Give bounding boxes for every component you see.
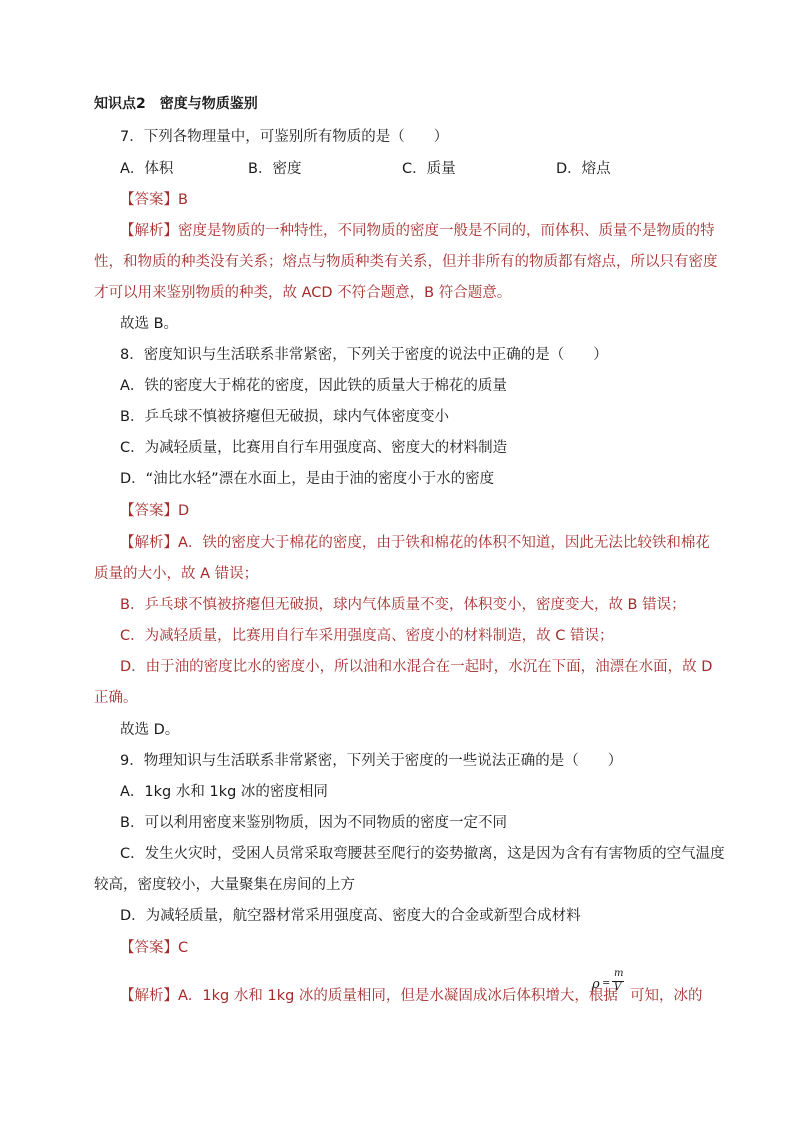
q8-analysis-line-2: 质量的大小，故 A 错误；: [94, 566, 259, 582]
q7-analysis-text-1: 密度是物质的一种特性，不同物质的密度一般是不同的，而体积、质量不是物质的特: [178, 223, 715, 239]
q9-option-d: D．为减轻质量，航空器材常采用强度高、密度大的合金或新型合成材料: [120, 908, 581, 924]
q7-option-c: C．质量: [402, 161, 456, 177]
q9-answer-tag: 【答案】: [120, 940, 178, 956]
q7-option-a: A．体积: [120, 161, 174, 177]
q7-analysis-line-2: 性，和物质的种类没有关系；熔点与物质种类有关系，但并非所有的物质都有熔点，所以只有密度: [94, 254, 718, 270]
density-formula: [592, 968, 628, 1004]
q9-option-c-line-1: C．发生火灾时，受困人员常采取弯腰甚至爬行的姿势撤离，这是因为含有有害物质的空气温度: [120, 846, 725, 862]
q8-analysis-line-4: C．为减轻质量，比赛用自行车采用强度高、密度小的材料制造，故 C 错误；: [120, 628, 614, 644]
q7-conclusion: 故选 B。: [120, 316, 179, 332]
q9-answer-value: C: [178, 940, 189, 956]
q8-option-c: C．为减轻质量，比赛用自行车用强度高、密度大的材料制造: [120, 440, 508, 456]
q8-answer: [120, 501, 189, 521]
q9-analysis-line-1: [120, 986, 618, 1006]
q8-option-d: D．“油比水轻”漂在水面上，是由于油的密度小于水的密度: [120, 471, 495, 487]
formula-equals: =: [602, 978, 611, 989]
formula-rho: ρ: [592, 977, 600, 992]
q7-option-d: D．熔点: [556, 161, 611, 177]
q9-option-c-line-2: 较高，密度较小，大量聚集在房间的上方: [94, 877, 355, 893]
q9-analysis-line-1-tail: 可知，冰的: [630, 988, 703, 1004]
question-8-stem: 8．密度知识与生活联系非常紧密，下列关于密度的说法中正确的是（ ）: [120, 347, 608, 363]
q8-option-a: A．铁的密度大于棉花的密度，因此铁的质量大于棉花的质量: [120, 378, 507, 394]
formula-denominator: V: [614, 982, 622, 993]
question-9-stem: 9．物理知识与生活联系非常紧密，下列关于密度的一些说法正确的是（ ）: [120, 753, 623, 769]
q8-analysis-tag: 【解析】: [120, 535, 178, 551]
question-7-stem: 7．下列各物理量中，可鉴别所有物质的是（ ）: [120, 129, 449, 145]
q8-answer-tag: 【答案】: [120, 503, 178, 519]
q9-option-a: A．1kg 水和 1kg 冰的密度相同: [120, 784, 328, 800]
q8-conclusion: 故选 D。: [120, 722, 180, 738]
q7-analysis-line-3: 才可以用来鉴别物质的种类，故 ACD 不符合题意，B 符合题意。: [94, 285, 512, 301]
q9-option-b: B．可以利用密度来鉴别物质，因为不同物质的密度一定不同: [120, 815, 507, 831]
q7-answer-tag: 【答案】: [120, 192, 178, 208]
q8-option-b: B．乒乓球不慎被挤瘪但无破损，球内气体密度变小: [120, 409, 449, 425]
q8-analysis-line-6: 正确。: [94, 690, 138, 706]
q8-answer-value: D: [178, 503, 190, 519]
q7-option-b: B．密度: [248, 161, 302, 177]
formula-numerator: m: [614, 968, 624, 979]
q7-answer: [120, 190, 188, 210]
q8-analysis-text-1: A．铁的密度大于棉花的密度，由于铁和棉花的体积不知道，因此无法比较铁和棉花: [178, 535, 710, 551]
q9-analysis-tag: 【解析】: [120, 988, 178, 1004]
q8-analysis-line-5: D．由于油的密度比水的密度小，所以油和水混合在一起时，水沉在下面，油漂在水面，故 D: [120, 659, 713, 675]
q9-answer: [120, 938, 188, 958]
q7-analysis-line-1: [120, 221, 715, 241]
section-title: 知识点2 密度与物质鉴别: [94, 96, 258, 112]
q7-analysis-tag: 【解析】: [120, 223, 178, 239]
q8-analysis-line-1: [120, 533, 710, 553]
q8-analysis-line-3: B．乒乓球不慎被挤瘪但无破损，球内气体质量不变，体积变小，密度变大，故 B 错误；: [120, 597, 686, 613]
q9-analysis-text-1: A．1kg 水和 1kg 冰的质量相同，但是水凝固成冰后体积增大，根据: [178, 988, 618, 1004]
q7-answer-value: B: [178, 192, 188, 208]
